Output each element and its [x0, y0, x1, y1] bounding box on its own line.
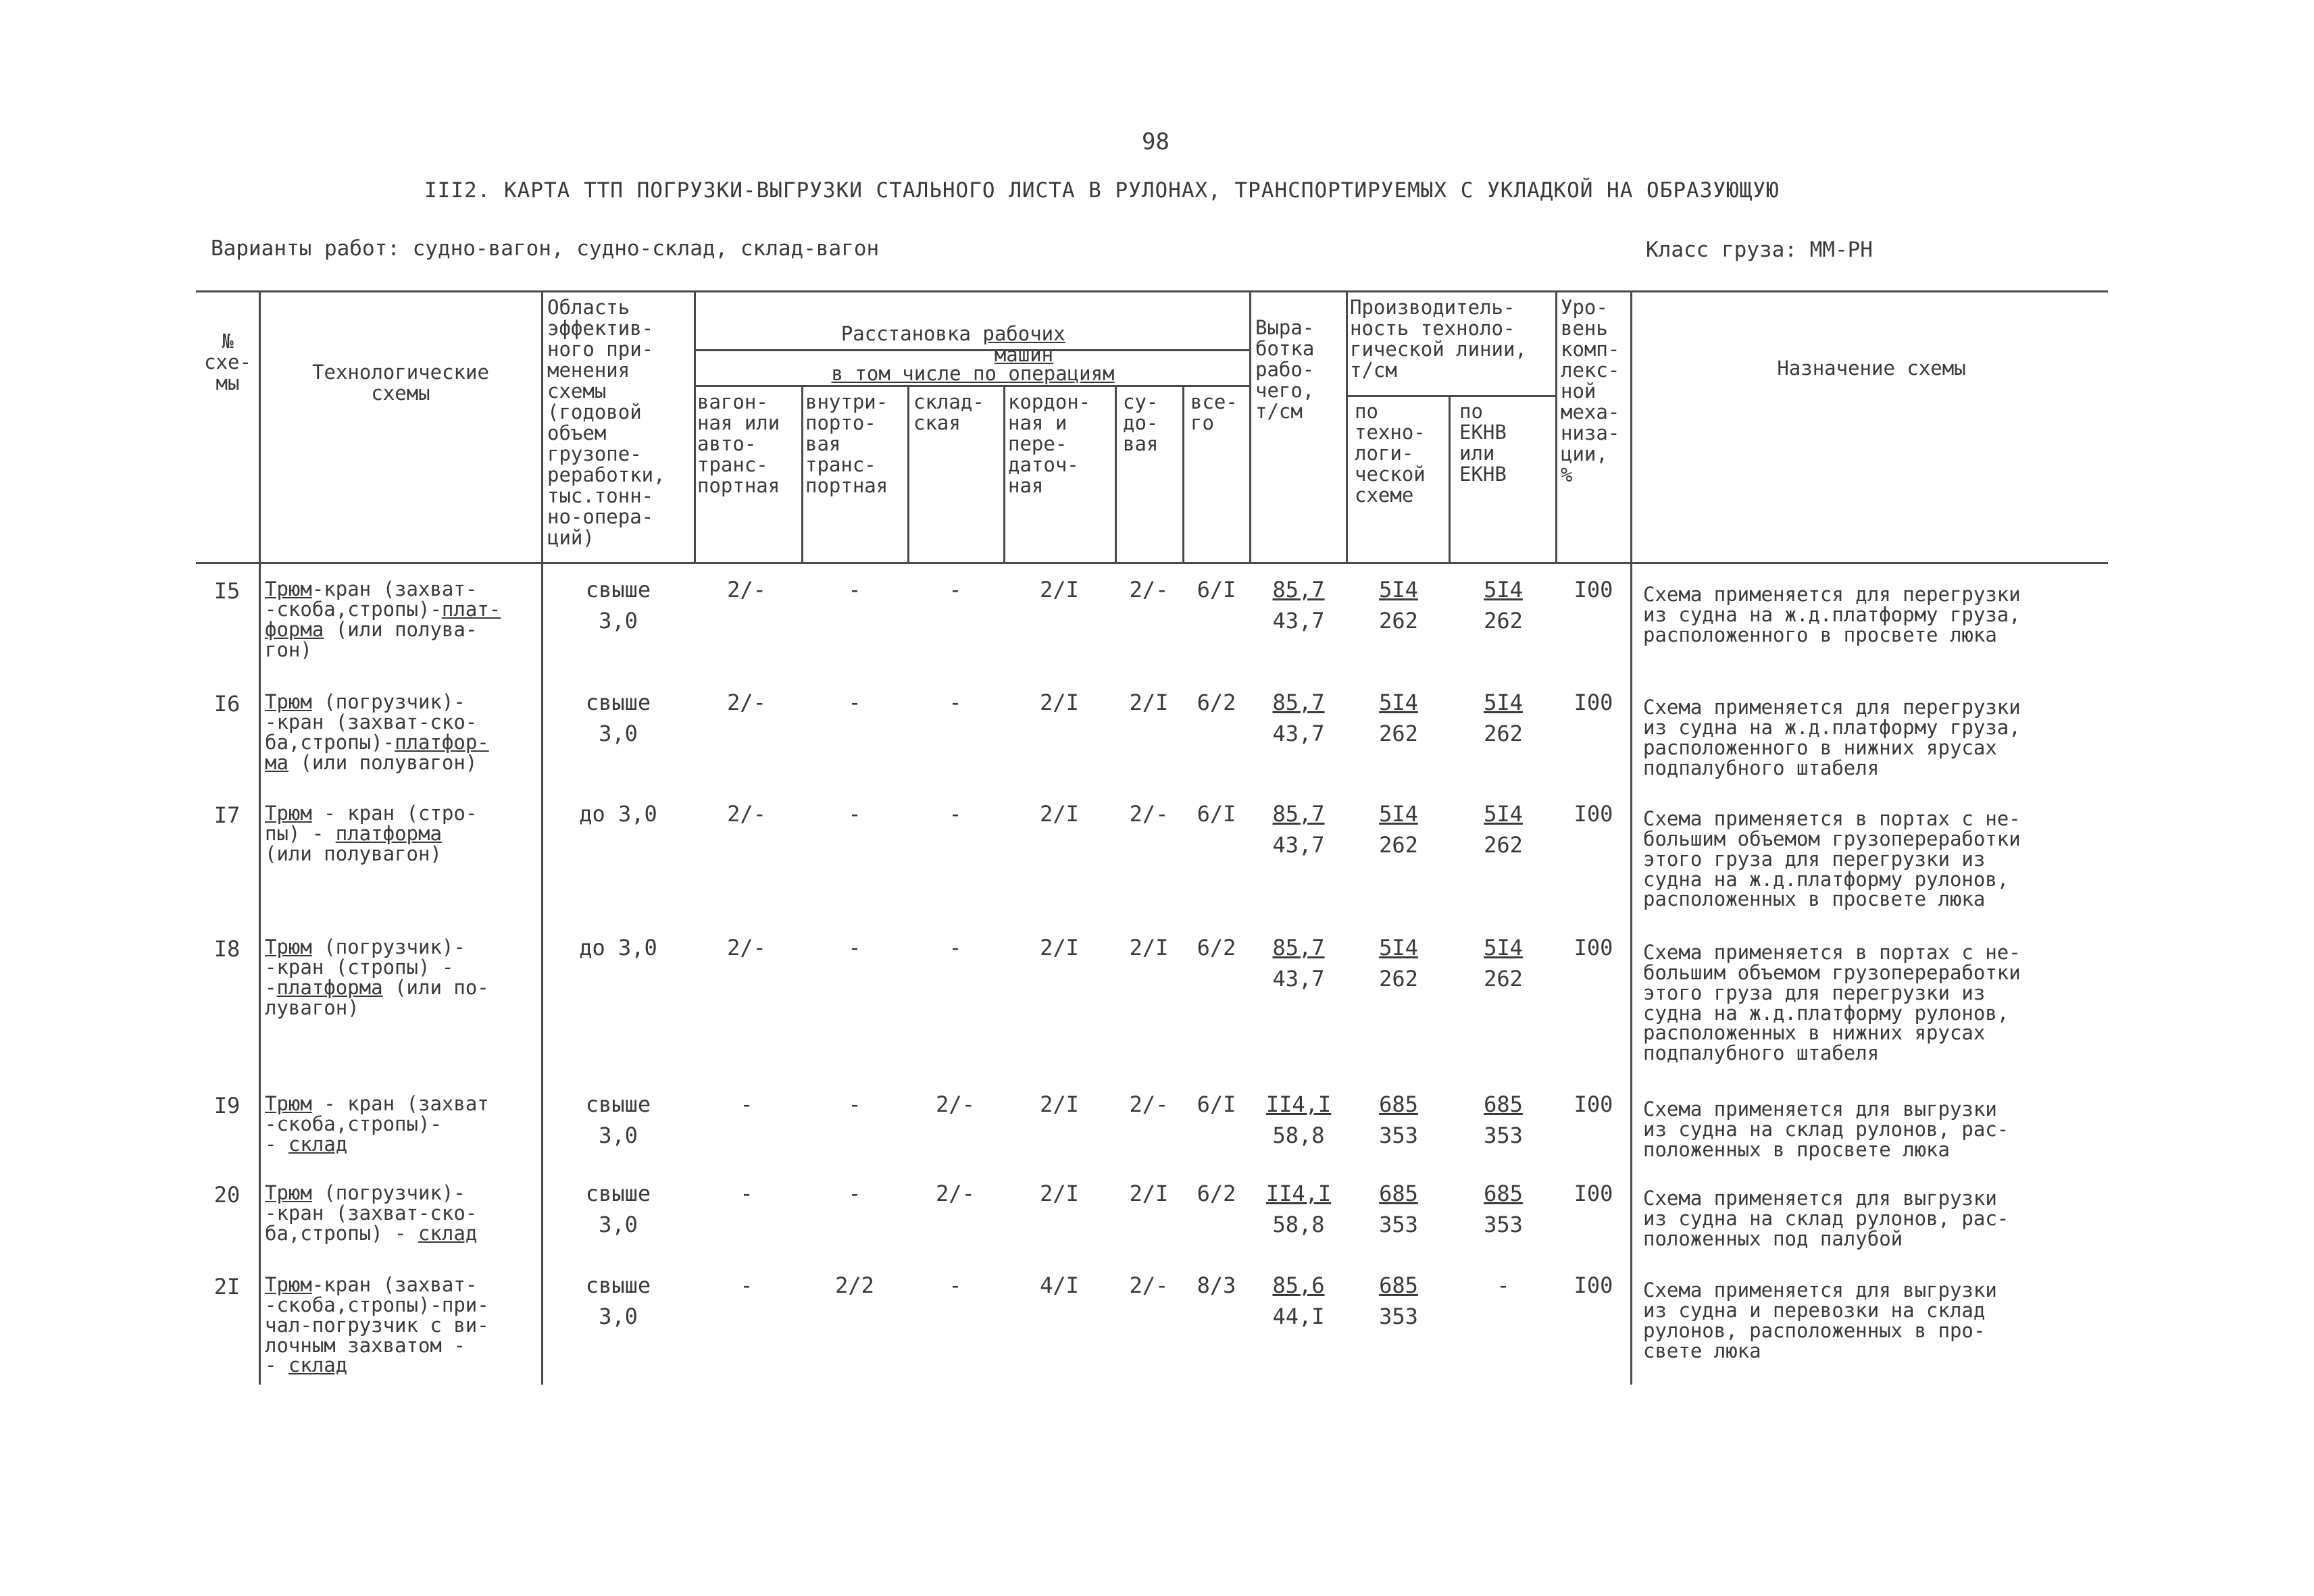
scheme-destination-text: платфор- ма — [265, 730, 489, 774]
row-num: I9 — [213, 1093, 241, 1118]
ekhv-value: - — [1496, 1272, 1510, 1298]
row-scheme — [265, 1275, 538, 1376]
prod-value-secondary: 262 — [1379, 608, 1418, 634]
col-rule — [1346, 290, 1348, 562]
row-ship: 2/- — [1129, 1091, 1169, 1117]
output-value-secondary: 58,8 — [1272, 1123, 1325, 1149]
row-wagon: - — [740, 1272, 753, 1298]
row-num: I6 — [213, 691, 241, 717]
row-total: 8/3 — [1197, 1272, 1236, 1298]
row-wagon: 2/- — [727, 577, 766, 602]
prod-value: 685 — [1379, 1181, 1418, 1206]
prod-value: 5I4 — [1379, 577, 1418, 602]
output-value: 85,7 — [1272, 935, 1325, 960]
header-machines-underlined: рабочих машин — [982, 322, 1065, 367]
row-scheme — [265, 1183, 538, 1244]
prod-value-secondary: 262 — [1379, 832, 1418, 858]
row-total: 6/2 — [1197, 690, 1236, 715]
header-warehouse: склад- ская — [913, 390, 984, 435]
row-ekhv — [1453, 1270, 1554, 1301]
row-ship: 2/I — [1129, 935, 1169, 960]
row-prod — [1351, 574, 1446, 637]
row-warehouse: - — [949, 1272, 962, 1298]
ekhv-value-secondary: 353 — [1484, 1212, 1523, 1238]
row-purpose: Схема применяется для выгрузки из судна и перевозки на склад рулонов, расположенных в про- свете люка — [1643, 1279, 1997, 1362]
row-purpose: Схема применяется для перегрузки из судна на ж.д.платформу груза, расположенного в нижних ярусах подпалубного штабеля — [1643, 696, 2021, 779]
row-output — [1251, 1089, 1346, 1152]
row-scheme — [265, 804, 538, 865]
prod-value: 5I4 — [1379, 935, 1418, 960]
row-num: 20 — [213, 1182, 241, 1208]
row-prod — [1351, 1270, 1446, 1333]
col-rule — [694, 290, 696, 562]
row-inner: 2/2 — [835, 1272, 874, 1298]
output-value-secondary: 58,8 — [1272, 1212, 1325, 1238]
prod-value-secondary: 353 — [1379, 1212, 1418, 1238]
row-total: 6/I — [1197, 577, 1236, 602]
row-total: 6/I — [1197, 801, 1236, 827]
row-mech: I00 — [1574, 1091, 1613, 1117]
header-sub-rule-prod — [1346, 395, 1555, 397]
scheme-text: - кран (захват -скоба,стропы)- - — [265, 1092, 489, 1156]
scheme-destination-text: платформа — [276, 975, 383, 999]
row-mech: I00 — [1574, 1272, 1613, 1298]
row-output — [1251, 1270, 1346, 1333]
row-cordon: 2/I — [1040, 1181, 1079, 1206]
header-by-ekhv: по ЕКНВ или ЕКНВ — [1459, 400, 1507, 486]
row-inner: - — [848, 690, 861, 715]
scheme-hold-text: Трюм — [265, 1273, 312, 1296]
table-top-rule — [196, 290, 2108, 292]
page-title: III2. КАРТА ТТП ПОГРУЗКИ-ВЫГРУЗКИ СТАЛЬНОГО ЛИСТА В РУЛОНАХ, ТРАНСПОРТИРУЕМЫХ С УКЛАДКОЙ НА ОБРАЗУЮЩУЮ — [424, 178, 1780, 203]
ekhv-value-secondary: 262 — [1484, 832, 1523, 858]
row-cordon: 2/I — [1040, 801, 1079, 827]
row-prod — [1351, 798, 1446, 861]
header-inner: внутри- порто- вая транс- портная — [805, 390, 888, 498]
row-area: свыше 3,0 — [585, 1091, 651, 1149]
scheme-text: (погрузчик)- -кран (стропы) - - — [265, 935, 466, 999]
scheme-destination-text: платформа — [335, 821, 442, 845]
header-num: № схе- мы — [204, 330, 251, 395]
scheme-destination-text: плат- форма — [265, 597, 501, 641]
output-value-secondary: 43,7 — [1272, 721, 1325, 747]
row-inner: - — [848, 1091, 861, 1117]
row-cordon: 2/I — [1040, 690, 1079, 715]
prod-value: 685 — [1379, 1091, 1418, 1117]
row-mech: I00 — [1574, 690, 1613, 715]
header-wagon: вагон- ная или авто- транс- портная — [697, 390, 780, 498]
scheme-text: - кран (стро- пы) - — [265, 802, 478, 845]
col-rule — [1449, 395, 1451, 562]
header-machines-label: Расстановка — [840, 322, 983, 346]
ekhv-value-secondary: 262 — [1484, 966, 1523, 992]
header-productivity: Производитель- ность техноло- гической линии, т/см — [1350, 296, 1527, 382]
row-inner: - — [848, 577, 861, 602]
header-area: Область эффектив- ного при- менения схемы (годовой объем грузопе- реработки, тыс.тонн- но-опера- ций) — [547, 296, 665, 550]
header-purpose: Назначение схемы — [1777, 357, 1966, 380]
scheme-hold-text: Трюм — [265, 1181, 312, 1204]
row-warehouse: - — [949, 935, 962, 960]
col-rule — [1249, 290, 1251, 562]
ekhv-value: 5I4 — [1484, 801, 1523, 827]
ekhv-value: 5I4 — [1484, 577, 1523, 602]
row-ekhv — [1453, 1089, 1554, 1152]
ekhv-value-secondary: 262 — [1484, 721, 1523, 747]
row-inner: - — [848, 1181, 861, 1206]
row-inner: - — [848, 935, 861, 960]
col-rule — [259, 290, 261, 1385]
row-warehouse: 2/- — [936, 1091, 975, 1117]
row-scheme — [265, 692, 538, 773]
scheme-text: -кран (захват- -скоба,стропы)- — [265, 577, 478, 621]
row-ship: 2/- — [1129, 801, 1169, 827]
row-ekhv — [1453, 932, 1554, 995]
row-wagon: - — [740, 1181, 753, 1206]
row-warehouse: - — [949, 577, 962, 602]
header-by-scheme: по техно- логи- ческой схеме — [1355, 400, 1426, 507]
row-wagon: 2/- — [727, 690, 766, 715]
row-cordon: 2/I — [1040, 577, 1079, 602]
row-mech: I00 — [1574, 1181, 1613, 1206]
ekhv-value: 5I4 — [1484, 935, 1523, 960]
row-prod — [1351, 1178, 1446, 1241]
header-ops: в том числе по операциям — [831, 362, 1115, 385]
row-cordon: 2/I — [1040, 935, 1079, 960]
row-purpose: Схема применяется для выгрузки из судна на склад рулонов, рас- положенных под палубой — [1643, 1187, 2009, 1250]
row-ekhv — [1453, 1178, 1554, 1241]
scheme-hold-text: Трюм — [265, 802, 312, 825]
prod-value: 5I4 — [1379, 690, 1418, 715]
output-value: 85,6 — [1272, 1272, 1325, 1298]
scheme-hold-text: Трюм — [265, 935, 312, 958]
scheme-tail-text: (или полувагон) — [288, 750, 478, 774]
row-cordon: 4/I — [1040, 1272, 1079, 1298]
row-warehouse: 2/- — [936, 1181, 975, 1206]
col-rule — [801, 385, 803, 562]
row-wagon: 2/- — [727, 935, 766, 960]
scheme-tail-text: (или по- лувагон) — [265, 975, 489, 1019]
row-purpose: Схема применяется в портах с не- большим объемом грузопереработки этого груза для перегрузки из судна на ж.д.платформу рулонов, расположенных в просвете люка — [1643, 807, 2021, 911]
row-total: 6/I — [1197, 1091, 1236, 1117]
row-mech: I00 — [1574, 577, 1613, 602]
row-num: I5 — [213, 578, 241, 604]
header-schemes: Технологические схемы — [312, 361, 489, 405]
output-value: 85,7 — [1272, 690, 1325, 715]
ekhv-value-secondary: 262 — [1484, 608, 1523, 634]
col-rule — [541, 290, 543, 1385]
row-wagon: 2/- — [727, 801, 766, 827]
scheme-text: (погрузчик)- -кран (захват-ско- ба,стропы)- — [265, 690, 478, 754]
row-output — [1251, 574, 1346, 637]
scheme-hold-text: Трюм — [265, 690, 312, 713]
output-value: 85,7 — [1272, 801, 1325, 827]
row-area: свыше 3,0 — [585, 1272, 651, 1330]
row-ekhv — [1453, 798, 1554, 861]
col-rule — [1630, 290, 1632, 1385]
row-ship: 2/- — [1129, 577, 1169, 602]
row-total: 6/2 — [1197, 1181, 1236, 1206]
output-value-secondary: 43,7 — [1272, 832, 1325, 858]
row-output — [1251, 798, 1346, 861]
scheme-destination-text: склад — [418, 1221, 478, 1245]
ekhv-value: 685 — [1484, 1181, 1523, 1206]
row-inner: - — [848, 801, 861, 827]
row-output — [1251, 1178, 1346, 1241]
scheme-tail-text: (или полувагон) — [265, 842, 442, 865]
row-output — [1251, 687, 1346, 750]
prod-value-secondary: 262 — [1379, 721, 1418, 747]
scheme-text: -кран (захват- -скоба,стропы)-при- чал-погрузчик с ви- лочным захватом - - — [265, 1273, 489, 1377]
ekhv-value: 685 — [1484, 1091, 1523, 1117]
row-scheme — [265, 937, 538, 1018]
row-prod — [1351, 1089, 1446, 1152]
header-mech: Уро- вень комп- лекс- ной меха- низа- ции, % — [1561, 296, 1620, 487]
row-scheme — [265, 1094, 538, 1155]
row-ekhv — [1453, 574, 1554, 637]
row-area: свыше 3,0 — [585, 1181, 651, 1238]
prod-value-secondary: 353 — [1379, 1123, 1418, 1149]
row-wagon: - — [740, 1091, 753, 1117]
output-value-secondary: 44,I — [1272, 1304, 1325, 1330]
row-area: свыше 3,0 — [585, 690, 651, 747]
output-value: II4,I — [1265, 1181, 1332, 1206]
col-rule — [1115, 385, 1117, 562]
work-variants: Варианты работ: судно-вагон, судно-склад, склад-вагон — [211, 236, 880, 261]
header-bottom-rule — [196, 562, 2108, 564]
prod-value: 5I4 — [1379, 801, 1418, 827]
row-total: 6/2 — [1197, 935, 1236, 960]
prod-value-secondary: 262 — [1379, 966, 1418, 992]
row-purpose: Схема применяется в портах с не- большим объемом грузопереработки этого груза для перегрузки из судна на ж.д.платформу рулонов, расположенных в нижних ярусах подпалубного штабеля — [1643, 941, 2021, 1065]
row-warehouse: - — [949, 801, 962, 827]
col-rule — [1182, 385, 1184, 562]
header-cordon: кордон- ная и пере- даточ- ная — [1008, 390, 1091, 498]
prod-value-secondary: 353 — [1379, 1304, 1418, 1330]
row-mech: I00 — [1574, 801, 1613, 827]
ekhv-value: 5I4 — [1484, 690, 1523, 715]
output-value: 85,7 — [1272, 577, 1325, 602]
scheme-hold-text: Трюм — [265, 577, 312, 600]
output-value-secondary: 43,7 — [1272, 608, 1325, 634]
row-area: до 3,0 — [579, 801, 657, 827]
col-rule — [907, 385, 909, 562]
page-number: 98 — [1142, 128, 1169, 155]
row-num: I8 — [213, 936, 241, 962]
row-warehouse: - — [949, 690, 962, 715]
scheme-text: (погрузчик)- -кран (захват-ско- ба,стропы) - — [265, 1181, 478, 1245]
cargo-class: Класс груза: ММ-РН — [1646, 238, 1873, 262]
row-scheme — [265, 577, 538, 661]
row-ship: 2/I — [1129, 690, 1169, 715]
row-num: I7 — [213, 802, 241, 828]
scheme-destination-text: склад — [288, 1132, 348, 1156]
scheme-hold-text: Трюм — [265, 1092, 312, 1115]
ekhv-value-secondary: 353 — [1484, 1123, 1523, 1149]
row-ekhv — [1453, 687, 1554, 750]
row-output — [1251, 932, 1346, 995]
header-total: все- го — [1190, 390, 1238, 435]
row-prod — [1351, 932, 1446, 995]
row-ship: 2/- — [1129, 1272, 1169, 1298]
row-ship: 2/I — [1129, 1181, 1169, 1206]
row-num: 2I — [213, 1274, 241, 1299]
output-value-secondary: 43,7 — [1272, 966, 1325, 992]
col-rule — [1555, 290, 1557, 562]
prod-value: 685 — [1379, 1272, 1418, 1298]
row-mech: I00 — [1574, 935, 1613, 960]
row-purpose: Схема применяется для перегрузки из судна на ж.д.платформу груза, расположенного в просвете люка — [1643, 583, 2021, 646]
row-prod — [1351, 687, 1446, 750]
row-purpose: Схема применяется для выгрузки из судна на склад рулонов, рас- положенных в просвете люка — [1643, 1098, 2009, 1161]
scheme-destination-text: склад — [288, 1354, 348, 1377]
row-cordon: 2/I — [1040, 1091, 1079, 1117]
row-area: свыше 3,0 — [585, 577, 651, 634]
header-output: Выра- ботка рабо- чего, т/см — [1255, 316, 1315, 423]
col-rule — [1003, 385, 1005, 562]
output-value: II4,I — [1265, 1091, 1332, 1117]
row-area: до 3,0 — [579, 935, 657, 960]
header-ship: су- до- вая — [1123, 390, 1159, 456]
scheme-tail-text: (или полува- гон) — [265, 617, 478, 661]
